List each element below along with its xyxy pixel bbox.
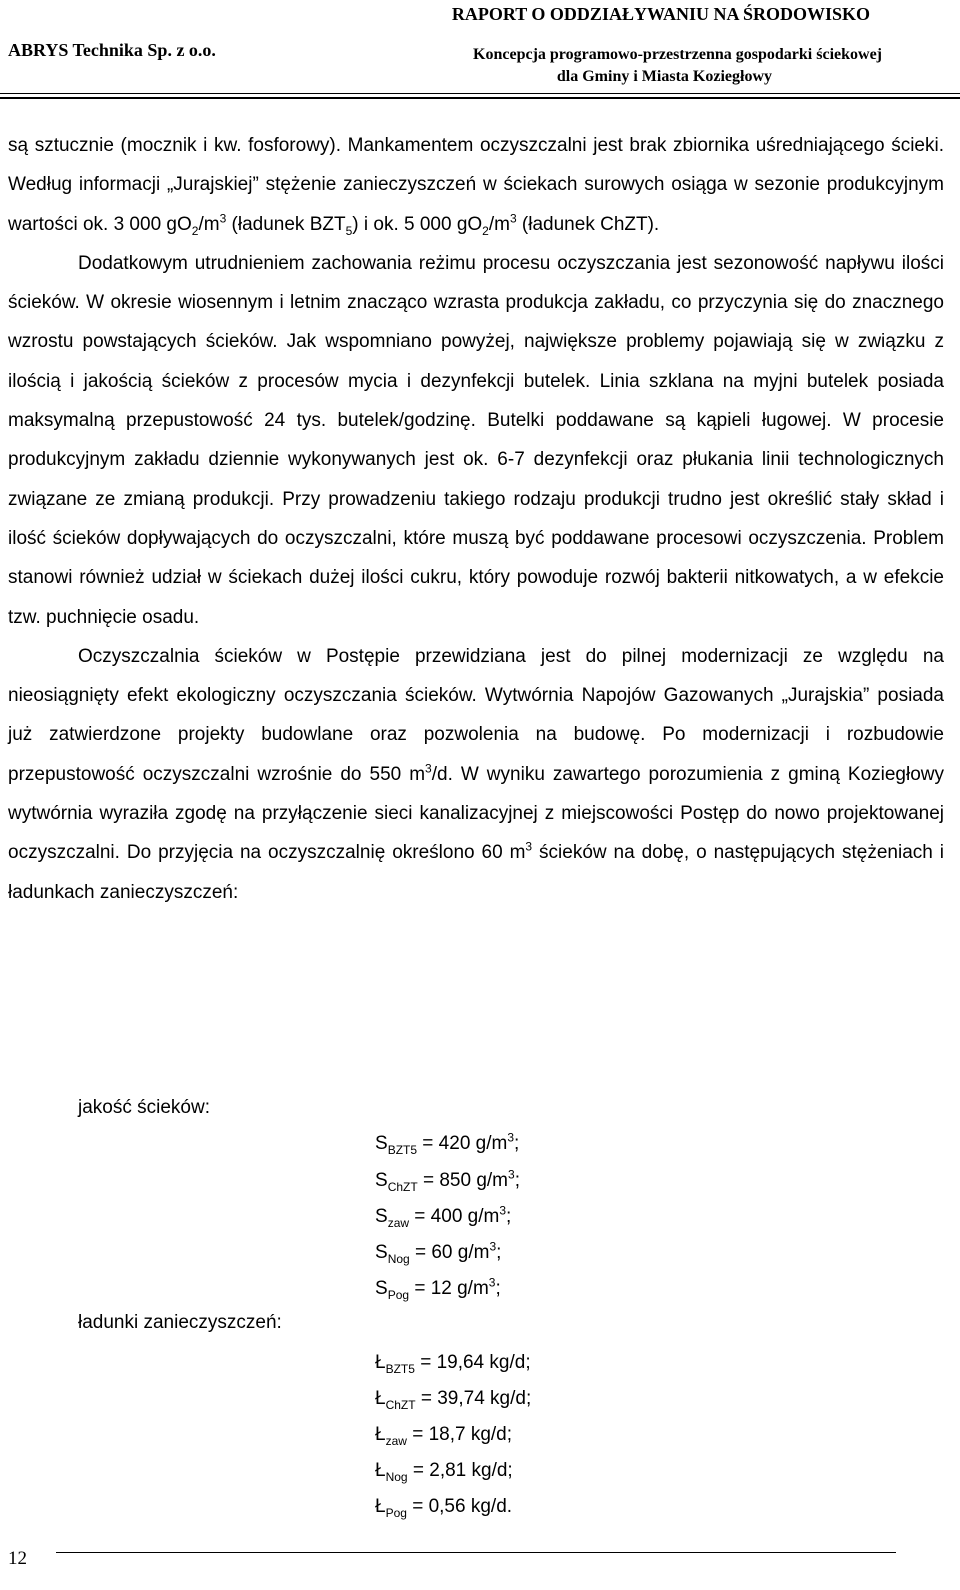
quality-item: $S_{Pog} = 12$ $g/m^3$; (375, 1275, 501, 1302)
quality-item: $S_{zaw} = 400$ $g/m^3$; (375, 1203, 512, 1230)
quality-item: $S_{BZT5} = 420$ $g/m^3$; (375, 1130, 520, 1157)
header-title: RAPORT O ODDZIAŁYWANIU NA ŚRODOWISKO (451, 4, 870, 24)
quality-item: $S_{Nog} = 60$ $g/m^3$; (375, 1239, 502, 1266)
header-subtitle-2: dla Gminy i Miasta Koziegłowy (556, 68, 772, 85)
loads-item: $Ł_{Pog} = 0,56$ kg/d. (375, 1496, 513, 1520)
loads-label: ładunki zanieczyszczeń: (78, 1312, 282, 1333)
quality-label: jakość ścieków: (78, 1097, 210, 1118)
paragraph-1: są sztucznie (mocznik i kw. fosforowy). Mankamentem oczyszczalni jest brak zbiornika uśredniającego ścieki. Według informacji „Jurajskiej” stężenie zanieczyszczeń w ściekach surowych osiąga w sezonie produkcyjnym wartości ok. 3 000 $gO_2/m^3$ (ładunek $BZT_5$) i ok. 5 000 $gO_2/m^3$ (ładunek ChZT). (8, 135, 944, 238)
paragraph-2: Dodatkowym utrudnieniem zachowania reżimu procesu oczyszczania jest sezonowość napływu ilości ścieków. W okresie wiosennym i letnim znacząco wzrasta produkcja zakładu, co przyczynia się do znacznego wzrostu powstających ścieków. Jak wspomniano powyżej, największe problemy pojawiają się w związku z ilością i jakością ścieków z procesów mycia i dezynfekcji butelek. Linia szklana na myjni butelek posiada maksymalną przepustowość 24 tys. butelek/godzinę. Butelki poddawane są kąpieli ługowej. W procesie produkcyjnym zakładu dziennie wykonywanych jest ok. 6-7 dezynfekcji oraz płukania linii technologicznych związane ze zmianą produkcji. Przy prowadzeniu takiego rodzaju produkcji trudno jest określić stały skład i ilość ścieków dopływających do oczyszczalni, które muszą być poddawane procesowi oczyszczenia. Problem stanowi również udział w ściekach dużej ilości cukru, który powoduje rozwój bakterii nitkowatych, a w efekcie tzw. puchnięcie osadu. (8, 252, 944, 628)
document-body (8, 126, 944, 912)
footer-rule (56, 1552, 896, 1553)
paragraph-3: Oczyszczalnia ścieków w Postępie przewidziana jest do pilnej modernizacji ze względu na nieosiągnięty efekt ekologiczny oczyszczania ścieków. Wytwórnia Napojów Gazowanych „Jurajskia” posiada już zatwierdzone projekty budowlane oraz pozwolenia na budowę. Po modernizacji i rozbudowie przepustowość oczyszczalni wzrośnie do 550 $m^3/d$. W wyniku zawartego porozumienia z gminą Koziegłowy wytwórnia wyraziła zgodę na przyłączenie sieci kanalizacyjnej z miejscowości Postęp do nowo projektowanej oczyszczalni. Do przyjęcia na oczyszczalnię określono 60 $m^3$ ścieków na dobę, o następujących stężeniach i ładunkach zanieczyszczeń: (8, 645, 944, 903)
header-company: ABRYS Technika Sp. z o.o. (8, 40, 216, 60)
loads-item: $Ł_{zaw} = 18,7$ kg/d; (375, 1424, 513, 1448)
loads-item: $Ł_{Nog} = 2,81$ kg/d; (375, 1460, 513, 1484)
header-subtitle-1: Koncepcja programowo-przestrzenna gospodarki ściekowej (473, 46, 882, 63)
loads-item: $Ł_{ChZT} = 39,74$ kg/d; (375, 1388, 532, 1412)
loads-item: $Ł_{BZT5} = 19,64$ kg/d; (375, 1352, 531, 1376)
page-number: 12 (8, 1548, 27, 1569)
quality-item: $S_{ChZT} = 850$ $g/m^3$; (375, 1167, 520, 1194)
header-rule-thin (0, 93, 960, 94)
header-rule-thick (0, 97, 960, 99)
